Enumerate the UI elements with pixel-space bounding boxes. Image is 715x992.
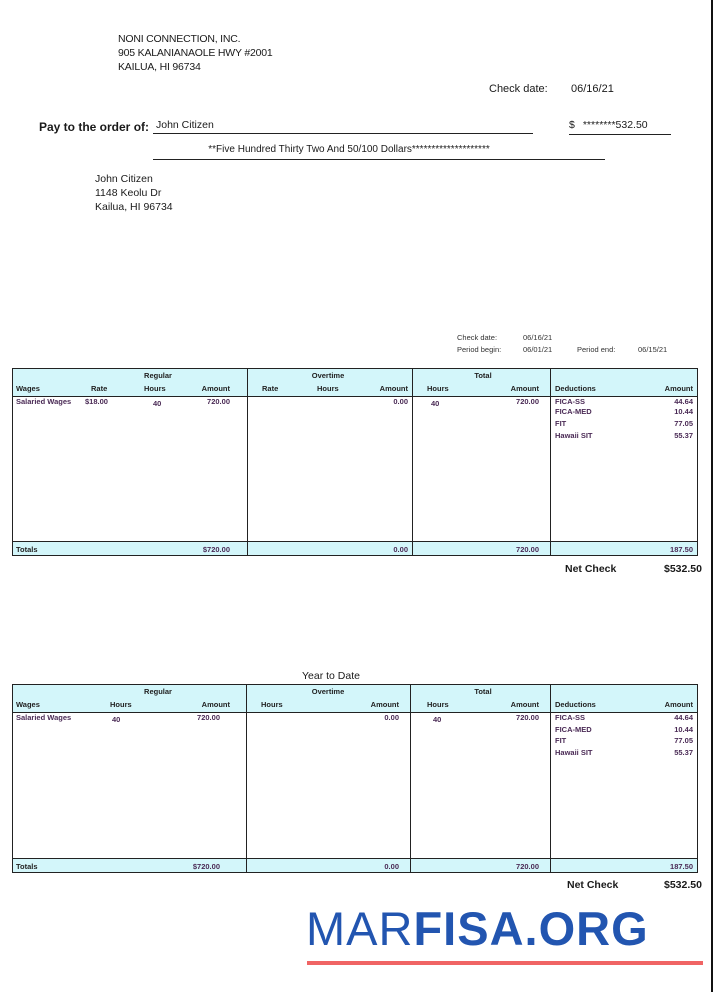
- group-total: Total: [474, 371, 492, 380]
- deduction-amount: 44.64: [674, 397, 693, 406]
- deduction-name: Hawaii SIT: [555, 431, 593, 440]
- divider-total: [412, 369, 413, 555]
- deduction-amount: 55.37: [674, 748, 693, 757]
- group-overtime: Overtime: [311, 687, 345, 696]
- col-rate: Rate: [91, 384, 108, 393]
- group-regular: Regular: [144, 687, 172, 696]
- watermark-underline: [307, 961, 703, 965]
- totals-ot-amount: 0.00: [384, 862, 399, 871]
- payee-field: [153, 118, 533, 134]
- col-deductions: Deductions: [555, 384, 596, 393]
- col-ot-rate: Rate: [262, 384, 279, 393]
- net-check-label: Net Check: [565, 563, 617, 575]
- deduction-amount: 55.37: [674, 431, 693, 440]
- ot-amount: 0.00: [384, 713, 399, 722]
- col-deduction-amount: Amount: [664, 384, 693, 393]
- payee-address-block: [95, 172, 173, 214]
- divider-deductions: [550, 685, 551, 872]
- deduction-name: FIT: [555, 419, 567, 428]
- period-begin: 06/01/21: [523, 345, 553, 354]
- stub-check-date: 06/16/21: [523, 333, 553, 342]
- payee-name: John Citizen: [156, 119, 214, 131]
- deduction-amount: 10.44: [674, 407, 693, 416]
- col-total-hours: Hours: [427, 700, 449, 709]
- col-total-amount: Amount: [510, 700, 539, 709]
- payee-address-name: John Citizen: [95, 173, 153, 185]
- divider-deductions: [550, 369, 551, 555]
- company-address-line1: 905 KALANIANAOLE HWY #2001: [118, 47, 273, 59]
- ot-amount: 0.00: [393, 397, 408, 406]
- col-amount: Amount: [201, 700, 230, 709]
- ytd-earnings-table: [12, 684, 698, 873]
- col-ot-hours: Hours: [317, 384, 339, 393]
- deduction-name: FIT: [555, 736, 567, 745]
- col-hours: Hours: [110, 700, 132, 709]
- page-edge-border: [711, 0, 713, 992]
- total-amount: 720.00: [516, 397, 539, 406]
- col-amount: Amount: [201, 384, 230, 393]
- ytd-title: Year to Date: [302, 670, 360, 682]
- totals-total-amount: 720.00: [516, 545, 539, 554]
- wage-type: Salaried Wages: [16, 397, 72, 406]
- check-amount: ********532.50: [582, 119, 648, 131]
- deduction-name: FICA-MED: [555, 407, 592, 416]
- check-date-value: 06/16/21: [571, 83, 614, 95]
- period-end-label: Period end:: [577, 345, 616, 354]
- pay-to-label: Pay to the order of:: [39, 120, 150, 134]
- check-amount-field: [569, 118, 671, 135]
- deduction-amount: 10.44: [674, 725, 693, 734]
- totals-ot-amount: 0.00: [393, 545, 408, 554]
- totals-regular-amount: $720.00: [202, 545, 230, 554]
- currency-symbol: $: [569, 119, 575, 131]
- payee-address-street: 1148 Keolu Dr: [95, 187, 162, 199]
- totals-deductions: 187.50: [670, 545, 693, 554]
- deduction-amount: 77.05: [674, 736, 693, 745]
- col-ot-amount: Amount: [379, 384, 408, 393]
- company-address-block: [118, 32, 273, 74]
- col-total-hours: Hours: [427, 384, 449, 393]
- company-address-line2: KAILUA, HI 96734: [118, 61, 201, 73]
- col-deduction-amount: Amount: [664, 700, 693, 709]
- group-regular: Regular: [144, 371, 172, 380]
- wage-hours: 40: [153, 399, 162, 408]
- current-earnings-table: [12, 368, 698, 556]
- totals-label: Totals: [16, 545, 38, 554]
- totals-total-amount: 720.00: [516, 862, 539, 871]
- deduction-name: Hawaii SIT: [555, 748, 593, 757]
- divider-total: [410, 685, 411, 872]
- amount-in-words: **Five Hundred Thirty Two And 50/100 Dollars********************: [153, 143, 605, 160]
- total-hours: 40: [431, 399, 440, 408]
- col-wages: Wages: [16, 700, 40, 709]
- company-name: NONI CONNECTION, INC.: [118, 33, 241, 45]
- totals-label: Totals: [16, 862, 38, 871]
- wage-rate: $18.00: [85, 397, 108, 406]
- watermark-bold: FISA.ORG: [413, 902, 649, 955]
- deduction-amount: 77.05: [674, 419, 693, 428]
- wage-hours: 40: [112, 715, 121, 724]
- col-ot-hours: Hours: [261, 700, 283, 709]
- col-hours: Hours: [144, 384, 166, 393]
- watermark-thin: MAR: [306, 902, 414, 955]
- ytd-net-check-amount: $532.50: [664, 879, 702, 891]
- totals-regular-amount: $720.00: [192, 862, 220, 871]
- net-check-amount: $532.50: [664, 563, 702, 575]
- divider-overtime: [247, 369, 248, 555]
- col-wages: Wages: [16, 384, 40, 393]
- stub-check-date-label: Check date:: [457, 333, 498, 342]
- wage-amount: 720.00: [207, 397, 230, 406]
- total-amount: 720.00: [516, 713, 539, 722]
- col-total-amount: Amount: [510, 384, 539, 393]
- check-date-label: Check date:: [489, 83, 548, 95]
- watermark-logo: [306, 903, 649, 955]
- wage-type: Salaried Wages: [16, 713, 72, 722]
- deduction-name: FICA-SS: [555, 397, 585, 406]
- deduction-amount: 44.64: [674, 713, 693, 722]
- total-hours: 40: [433, 715, 442, 724]
- col-deductions: Deductions: [555, 700, 596, 709]
- period-end: 06/15/21: [638, 345, 668, 354]
- divider-overtime: [246, 685, 247, 872]
- totals-deductions: 187.50: [670, 862, 693, 871]
- wage-amount: 720.00: [197, 713, 220, 722]
- group-total: Total: [474, 687, 492, 696]
- group-overtime: Overtime: [311, 371, 345, 380]
- ytd-net-check-label: Net Check: [567, 879, 619, 891]
- period-begin-label: Period begin:: [457, 345, 502, 354]
- payee-address-city: Kailua, HI 96734: [95, 201, 173, 213]
- deduction-name: FICA-MED: [555, 725, 592, 734]
- col-ot-amount: Amount: [370, 700, 399, 709]
- deduction-name: FICA-SS: [555, 713, 585, 722]
